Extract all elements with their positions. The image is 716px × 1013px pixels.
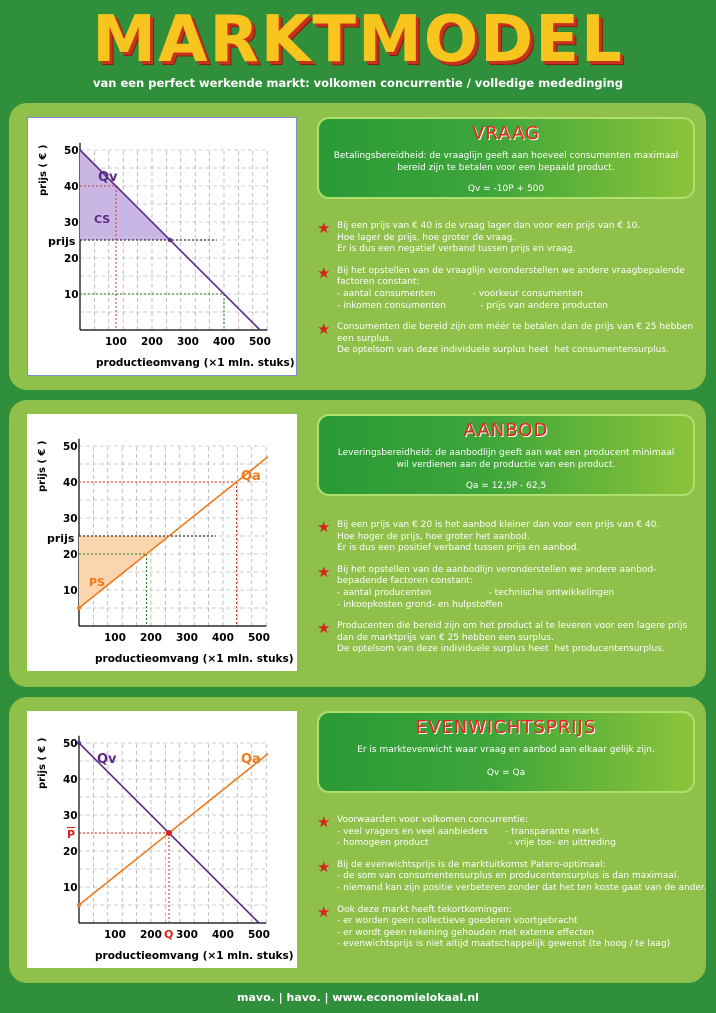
supply-line: [79, 457, 268, 608]
bullet-line: - niemand kan zijn positie verbeteren zonder dat het ten koste gaat van de ander.: [337, 882, 707, 893]
x-tick-label: 400: [213, 336, 235, 348]
y-tick-label: 10: [63, 882, 78, 894]
bullet-line: - veel vragers en veel aanbieders - transparante markt: [337, 826, 600, 837]
y-axis-label: prijs ( € ): [38, 144, 49, 196]
bullet-line: Consumenten die bereid zijn om méér te betalen dan de prijs van € 25 hebben: [337, 322, 694, 333]
supply-line: [79, 754, 268, 905]
evenwicht-formula: Qv = Qa: [486, 768, 526, 778]
chart-evenwicht-svg: [27, 711, 297, 968]
aanbod-description: Leveringsbereidheid: de aanbodlijn geeft aan wat een producent minimaal wil verdienen aan de productie van een product.: [337, 448, 675, 470]
evenwicht-description: Er is marktevenwicht waar vraag en aanbod aan elkaar gelijk zijn.: [357, 745, 655, 755]
curve-label-qv: Qv: [97, 752, 117, 767]
bullet-line: Er is dus een negatief verband tussen prijs en vraag.: [337, 244, 576, 255]
star-icon: ★: [317, 813, 331, 831]
curve-label-qa: Qa: [241, 469, 261, 484]
y-tick-label: 30: [64, 217, 79, 229]
bullet-line: - aantal consumenten - voorkeur consumenten: [337, 288, 583, 299]
bullet: [317, 815, 702, 850]
bullet-line: Hoe hoger de prijs, hoe groter het aanbod.: [337, 531, 530, 542]
evenwicht-infobox: [317, 711, 695, 793]
bullet-line: De optelsom van deze individuele surplus heet het producentensurplus.: [337, 644, 665, 655]
bullet-line: - evenwichtsprijs is niet altijd maatschappelijk gewenst (te hoog / te laag): [337, 939, 671, 950]
bullet-line: - inkoopkosten grond- en hulpstoffen: [337, 599, 503, 610]
prijs-label: prijs: [48, 235, 76, 248]
bullet-line: Bij de evenwichtsprijs is de marktuitkomst Patero-optimaal:: [337, 859, 606, 870]
aanbod-bullets: [317, 520, 702, 666]
x-tick-label: 300: [176, 632, 198, 644]
y-tick-label: 50: [63, 738, 78, 750]
bullet-line: Bij een prijs van € 40 is de vraag lager dan voor een prijs van € 10.: [337, 221, 641, 231]
vraag-description: Betalingsbereidheid: de vraaglijn geeft aan hoeveel consumenten maximaal bereid zijn te betalen voor een bepaald product.: [333, 151, 679, 173]
panel-vraag: [9, 103, 706, 390]
panel-aanbod: [9, 400, 706, 687]
bullet: [317, 857, 707, 895]
guides: [79, 833, 169, 923]
y-tick-label: 30: [63, 810, 78, 822]
prijs-label: prijs: [47, 532, 75, 545]
evenwicht-heading: EVENWICHTSPRIJS: [415, 717, 597, 738]
bullet: [317, 562, 702, 611]
star-icon: ★: [317, 857, 331, 876]
bullet-line: - er wordt geen rekening gehouden met externe effecten: [337, 927, 595, 938]
y-tick-label: 40: [63, 477, 78, 489]
vraag-formula: Qv = -10P + 500: [467, 184, 545, 194]
curve-label-qv: Qv: [98, 170, 118, 185]
bullet-line: - inkomen consumenten - prijs van andere producten: [337, 300, 608, 311]
bullet-line: Ook deze markt heeft tekortkomingen:: [337, 904, 512, 915]
bullet-line: - de som van consumentensurplus en producentensurplus is dan maximaal.: [337, 871, 680, 882]
y-tick-label: 40: [64, 181, 79, 193]
axis-ticks: [63, 738, 270, 941]
y-axis-label: prijs ( € ): [37, 737, 48, 789]
bullet-line: Hoe lager de prijs, hoe groter de vraag.: [337, 232, 516, 243]
panel-evenwicht: [9, 697, 706, 983]
x-tick-label: 200: [141, 336, 163, 348]
bullet-line: - er worden geen collectieve goederen voortgebracht: [337, 916, 578, 927]
q-bar-label: Q: [164, 928, 174, 941]
bullet: [317, 621, 702, 656]
bullet: [317, 902, 702, 951]
star-icon: ★: [317, 219, 331, 237]
chart-vraag-svg: [28, 118, 296, 375]
chart-aanbod: [27, 414, 297, 671]
bullet: [317, 322, 702, 357]
chart-vraag: [27, 117, 297, 376]
bullet: [317, 263, 702, 312]
x-tick-label: 500: [249, 336, 271, 348]
y-tick-label: 50: [63, 441, 78, 453]
page-subtitle: van een perfect werkende markt: volkomen concurrentie / volledige mededinging: [93, 76, 623, 90]
x-axis-label: productieomvang (×1 mln. stuks): [96, 357, 295, 369]
bullet-line: Voorwaarden voor volkomen concurrentie:: [337, 815, 529, 825]
equilibrium-point: [77, 741, 172, 907]
bullet-line: - aantal producenten - technische ontwikkelingen: [337, 587, 615, 598]
star-icon: ★: [317, 902, 331, 921]
p-bar-label: P: [67, 828, 76, 841]
evenwicht-bullets: [317, 813, 707, 961]
bullet-line: Er is dus een positief verband tussen prijs en aanbod.: [337, 543, 580, 554]
intercept-marker: [77, 903, 81, 907]
y-tick-label: 20: [63, 549, 78, 561]
page-title: MARKTMODEL: [92, 3, 624, 77]
area-label-ps: PS: [89, 576, 105, 589]
bullet-line: bepadende factoren constant:: [337, 576, 473, 587]
y-tick-label: 50: [64, 145, 79, 157]
star-icon: ★: [317, 320, 331, 339]
x-tick-label: 300: [177, 336, 199, 348]
star-icon: ★: [317, 619, 331, 638]
bullet-line: Bij het opstellen van de aanbodlijn veronderstellen we andere aanbod-: [337, 564, 657, 575]
x-tick-label: 400: [212, 632, 234, 644]
aanbod-infobox: [317, 414, 695, 496]
footer: mavo. | havo. | www.economielokaal.nl: [237, 991, 479, 1004]
bullet-line: een surplus.: [337, 333, 393, 344]
y-tick-label: 10: [63, 585, 78, 597]
bullet: [317, 520, 702, 555]
x-axis-label: productieomvang (×1 mln. stuks): [95, 653, 294, 665]
y-tick-label: 10: [64, 289, 79, 301]
x-tick-label: 400: [212, 929, 234, 941]
bullet-line: dan de marktprijs van € 25 hebben een surplus.: [337, 632, 554, 643]
y-tick-label: 20: [64, 253, 79, 265]
x-tick-label: 500: [248, 929, 270, 941]
y-tick-label: 30: [63, 513, 78, 525]
y-axis-label: prijs ( € ): [37, 440, 48, 492]
vraag-infobox: [317, 117, 695, 199]
x-tick-label: 300: [176, 929, 198, 941]
bullet-line: De optelsom van deze individuele surplus heet het consumentensurplus.: [337, 345, 669, 356]
star-icon: ★: [317, 263, 331, 282]
equilibrium-marker: [166, 830, 172, 836]
bullet-line: - homogeen product - vrije toe- en uittreding: [337, 838, 616, 849]
aanbod-formula: Qa = 12,5P - 62,5: [465, 481, 547, 491]
x-tick-label: 100: [104, 929, 126, 941]
vraag-heading: VRAAG: [472, 123, 540, 144]
area-label-cs: CS: [94, 213, 111, 226]
bullet: [317, 221, 702, 256]
x-tick-label: 100: [105, 336, 127, 348]
x-axis-label: productieomvang (×1 mln. stuks): [95, 950, 294, 962]
bullet-line: Bij een prijs van € 20 is het aanbod kleiner dan voor een prijs van € 40.: [337, 520, 660, 530]
curve-label-qa: Qa: [241, 752, 261, 767]
star-icon: ★: [317, 518, 331, 536]
bullet-line: factoren constant:: [337, 277, 420, 288]
x-tick-label: 500: [248, 632, 270, 644]
vraag-bullets: [317, 221, 702, 367]
chart-evenwicht: [27, 711, 297, 968]
x-tick-label: 100: [104, 632, 126, 644]
bullet-line: Bij het opstellen van de vraaglijn veronderstellen we andere vraagbepalende: [337, 265, 685, 276]
bullet-line: Producenten die bereid zijn om het product al te leveren voor een lagere prijs: [337, 621, 688, 632]
aanbod-heading: AANBOD: [463, 420, 549, 441]
x-tick-label: 200: [140, 929, 162, 941]
x-tick-label: 200: [140, 632, 162, 644]
chart-aanbod-svg: [27, 414, 297, 671]
star-icon: ★: [317, 562, 331, 581]
y-tick-label: 40: [63, 774, 78, 786]
y-tick-label: 20: [63, 846, 78, 858]
